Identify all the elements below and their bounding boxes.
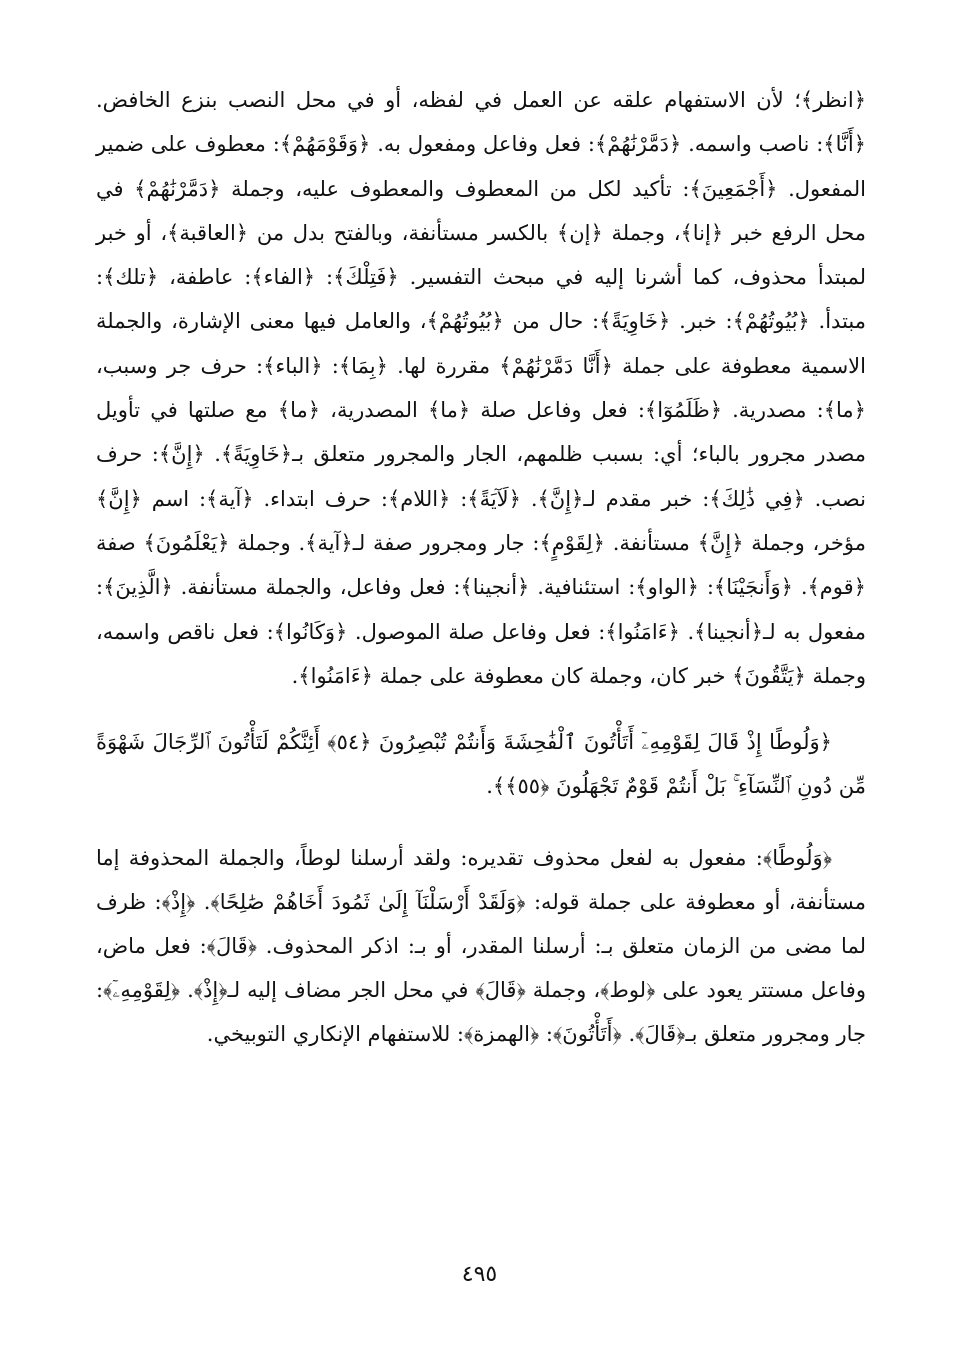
commentary-paragraph-top: ﴿انظر﴾؛ لأن الاستفهام علقه عن العمل في لفظه، أو في محل النصب بنزع الخافض. ﴿أَنَّا﴾: ناصب واسمه. ﴿دَمَّرْنَٰهُمْ﴾: فعل وفاعل ومفعول به. ﴿وَقَوْمَهُمْ﴾: معطوف على ضمير المفعول. ﴿أَجْمَعِينَ﴾: تأكيد لكل من المعطوف والمعطوف عليه، وجملة ﴿دَمَّرْنَٰهُمْ﴾ في محل الرفع خبر ﴿إنا﴾، وجملة ﴿إن﴾ بالكسر مستأنفة، وبالفتح بدل من ﴿العاقبة﴾، أو خبر لمبتدأ محذوف، كما أشرنا إليه في مبحث التفسير. ﴿فَتِلْكَ﴾: ﴿الفاء﴾: عاطفة، ﴿تلك﴾: مبتدأ. ﴿بُيُوتُهُمْ﴾: خبر. ﴿خَاوِيَةً﴾: حال من ﴿بُيُوتُهُمْ﴾، والعامل فيها معنى الإشارة، والجملة الاسمية معطوفة على جملة ﴿أَنَّا دَمَّرْنَٰهُمْ﴾ مقررة لها. ﴿بِمَا﴾: ﴿الباء﴾: حرف جر وسبب، ﴿ما﴾: مصدرية. ﴿ظَلَمُوٓا﴾: فعل وفاعل صلة ﴿ما﴾ المصدرية، ﴿ما﴾ مع صلتها في تأويل مصدر مجرور بالباء؛ أي: بسبب ظلمهم، الجار والمجرور متعلق بـ﴿خَاوِيَةً﴾. ﴿إِنَّ﴾: حرف نصب. ﴿فِي ذَٰلِكَ﴾: خبر مقدم لـ﴿إِنَّ﴾. ﴿لَآيَةً﴾: ﴿اللام﴾: حرف ابتداء. ﴿آية﴾: اسم ﴿إِنَّ﴾ مؤخر، وجملة ﴿إِنَّ﴾ مستأنفة. ﴿لِقَوْمٍ﴾: جار ومجرور صفة لـ﴿آية﴾. وجملة ﴿يَعْلَمُونَ﴾ صفة ﴿قوم﴾. ﴿وَأَنجَيْنَا﴾: ﴿الواو﴾: استئنافية. ﴿أنجينا﴾: فعل وفاعل، والجملة مستأنفة. ﴿الَّذِينَ﴾: مفعول به لـ﴿أنجينا﴾. ﴿ءَامَنُوا﴾: فعل وفاعل صلة الموصول. ﴿وَكَانُوا﴾: فعل ناقص واسمه، وجملة ﴿يَتَّقُونَ﴾ خبر كان، وجملة كان معطوفة على جملة ﴿ءَامَنُوا﴾. bbox=[96, 88, 866, 688]
quran-verse: ﴿وَلُوطًا إِذْ قَالَ لِقَوْمِهِۦٓ أَتَأْتُونَ ٱلْفَٰحِشَةَ وَأَنتُمْ تُبْصِرُونَ ﴿٥٤﴾ أَئِنَّكُمْ لَتَأْتُونَ ٱلرِّجَالَ شَهْوَةً مِّن دُونِ ٱلنِّسَآءِ ۚ بَلْ أَنتُمْ قَوْمٌ تَجْهَلُونَ ﴿٥٥﴾﴾. bbox=[96, 730, 866, 799]
page-body bbox=[96, 78, 866, 1056]
page-number: ٤٩٥ bbox=[461, 1262, 498, 1287]
commentary-paragraph-bottom: ﴿وَلُوطًا﴾: مفعول به لفعل محذوف تقديره: ولقد أرسلنا لوطاً، والجملة المحذوفة إما مستأنفة، أو معطوفة على جملة قوله: ﴿وَلَقَدْ أَرْسَلْنَآ إِلَىٰ ثَمُودَ أَخَاهُمْ صَٰلِحًا﴾. ﴿إِذْ﴾: ظرف لما مضى من الزمان متعلق بـ: أرسلنا المقدر، أو بـ: اذكر المحذوف. ﴿قَالَ﴾: فعل ماض، وفاعل مستتر يعود على ﴿لوط﴾، وجملة ﴿قَالَ﴾ في محل الجر مضاف إليه لـ﴿إِذْ﴾. ﴿لِقَوْمِهِۦٓ﴾: جار ومجرور متعلق بـ﴿قَالَ﴾. ﴿أَتَأْتُونَ﴾: ﴿الهمزة﴾: للاستفهام الإنكاري التوبيخي. bbox=[96, 846, 866, 1047]
